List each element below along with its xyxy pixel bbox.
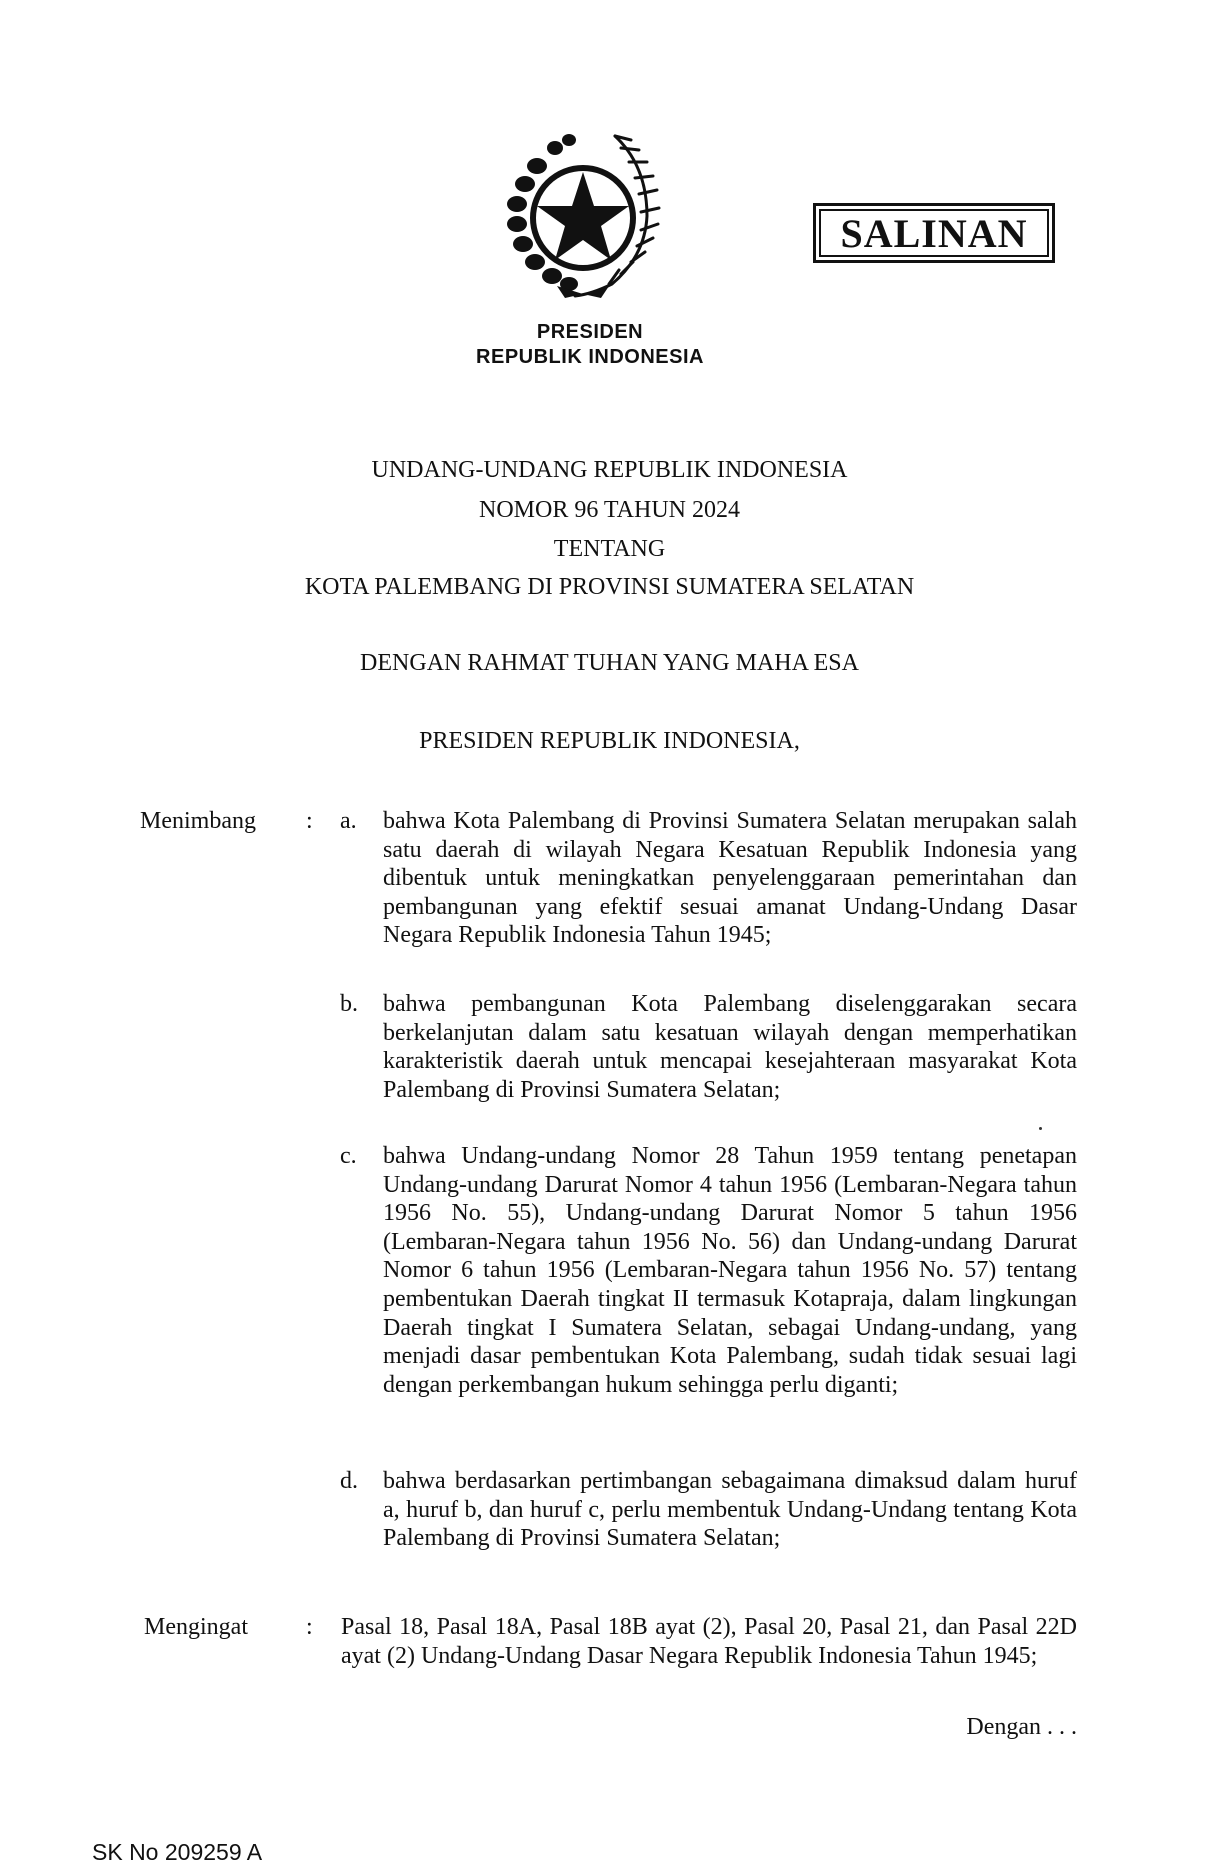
menimbang-item-d-letter: d.: [340, 1468, 358, 1494]
title-line3: TENTANG: [553, 536, 666, 562]
emblem-caption: [430, 320, 750, 370]
sk-number: SK No 209259 A: [92, 1839, 263, 1865]
mengingat-text: Pasal 18, Pasal 18A, Pasal 18B ayat (2), Pasal 20, Pasal 21, dan Pasal 22D ayat (2) Undang-Undang Dasar Negara Republik Indonesia Tahun 1945;: [341, 1614, 1077, 1669]
continuation-marker: Dengan . . .: [966, 1714, 1077, 1740]
mengingat-label: Mengingat: [144, 1614, 248, 1640]
salinan-stamp: [813, 203, 1055, 263]
title-line4: KOTA PALEMBANG DI PROVINSI SUMATERA SELATAN: [304, 574, 915, 600]
emblem-caption-line1: PRESIDEN: [536, 321, 644, 343]
menimbang-item-b-text: bahwa pembangunan Kota Palembang diselenggarakan secara berkelanjutan dalam satu kesatuan wilayah dengan memperhatikan karakteristik daerah untuk mencapai kesejahteraan masyarakat Kota Palembang di Provinsi Sumatera Selatan;: [383, 991, 1077, 1103]
menimbang-item-c-text: bahwa Undang-undang Nomor 28 Tahun 1959 tentang penetapan Undang-undang Darurat Nomor 4 tahun 1956 (Lembaran-Negara tahun 1956 No. 55), Undang-undang Darurat Nomor 5 tahun 1956 (Lembaran-Negara tahun 1956 No. 56) dan Undang-undang Darurat Nomor 6 tahun 1956 (Lembaran-Negara tahun 1956 No. 57) tentang pembentukan Daerah tingkat II termasuk Kotapraja, dalam lingkungan Daerah tingkat I Sumatera Selatan, sebagai Undang-undang, yang menjadi dasar pembentukan Kota Palembang, sudah tidak sesuai lagi dengan perkembangan hukum sehingga perlu diganti;: [383, 1143, 1077, 1398]
salinan-stamp-text: SALINAN: [819, 209, 1049, 257]
menimbang-label: Menimbang: [140, 808, 256, 834]
mengingat-colon: :: [306, 1614, 313, 1640]
president-line: PRESIDEN REPUBLIK INDONESIA,: [419, 728, 800, 754]
menimbang-item-d-text: bahwa berdasarkan pertimbangan sebagaimana dimaksud dalam huruf a, huruf b, dan huruf c, perlu membentuk Undang-Undang tentang Kota Palembang di Provinsi Sumatera Selatan;: [383, 1468, 1077, 1552]
menimbang-item-b-letter: b.: [340, 991, 358, 1017]
scan-dot: [1039, 1127, 1042, 1130]
menimbang-item-a-letter: a.: [340, 808, 357, 834]
menimbang-colon: :: [306, 808, 313, 834]
menimbang-item-c-letter: c.: [340, 1143, 357, 1169]
menimbang-item-a-text: bahwa Kota Palembang di Provinsi Sumatera Selatan merupakan salah satu daerah di wilayah Negara Kesatuan Republik Indonesia yang dibentuk untuk meningkatkan penyelenggaraan pemerintahan dan pembangunan yang efektif sesuai amanat Undang-Undang Dasar Negara Republik Indonesia Tahun 1945;: [383, 808, 1077, 949]
blessing-line: DENGAN RAHMAT TUHAN YANG MAHA ESA: [360, 650, 859, 676]
garuda-star-emblem-icon: [497, 126, 667, 302]
title-line2: NOMOR 96 TAHUN 2024: [479, 497, 740, 523]
title-line1: UNDANG-UNDANG REPUBLIK INDONESIA: [371, 457, 848, 483]
emblem-caption-line2: REPUBLIK INDONESIA: [476, 346, 704, 368]
